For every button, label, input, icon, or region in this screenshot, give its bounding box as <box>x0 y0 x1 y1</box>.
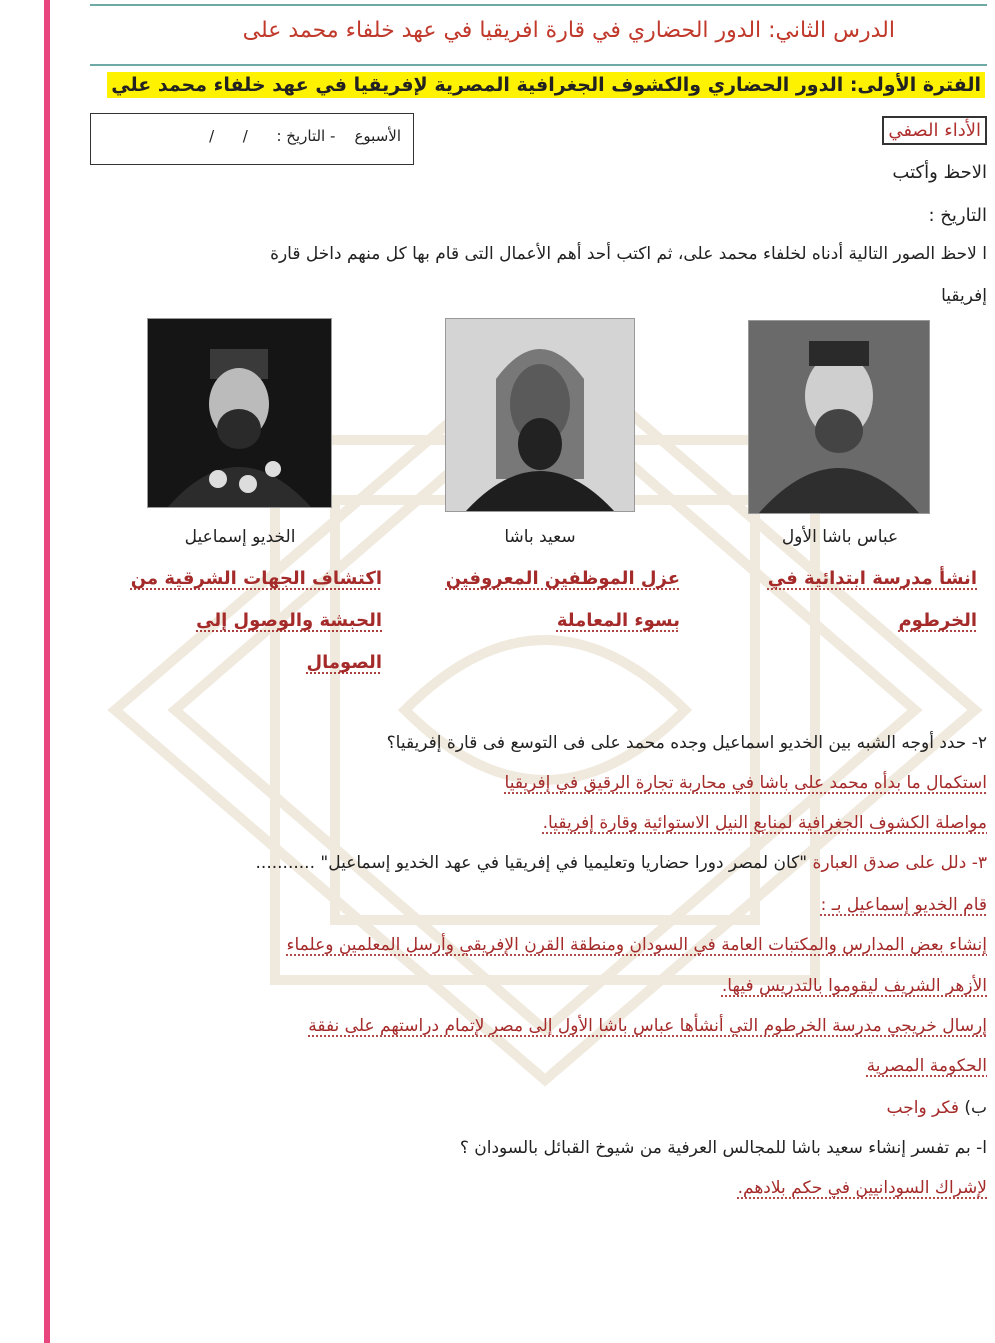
performance-label: الأداء الصفي <box>882 116 987 145</box>
question-2: ٢- حدد أوجه الشبه بين الخديو اسماعيل وجده محمد على فى التوسع فى قارة إفريقيا؟ <box>386 733 987 753</box>
period-title: الفترة الأولى: الدور الحضاري والكشوف الجغرافية المصرية لإفريقيا في عهد خلفاء محمد علي <box>107 72 985 98</box>
answer-line: الصومال <box>306 652 382 673</box>
title-rule <box>90 64 987 66</box>
answer-line: عزل الموظفين المعروفين <box>445 568 680 589</box>
question-1-line-2: إفريقيا <box>941 286 987 306</box>
homework-question: ا- بم تفسر إنشاء سعيد باشا للمجالس العرفية من شيوخ القبائل بالسودان ؟ <box>459 1138 987 1158</box>
homework-prefix: ب) <box>964 1098 987 1118</box>
question-3-answer-4: إرسال خريجي مدرسة الخرطوم التي أنشأها عباس باشا الأول إلى مصر لإتمام دراستهم على نفقة <box>308 1016 987 1036</box>
answer-line: انشأ مدرسة ابتدائية في <box>767 568 977 589</box>
portrait-abbas-pasha <box>748 320 930 514</box>
lesson-title: الدرس الثاني: الدور الحضاري في قارة افريقيا في عهد خلفاء محمد على <box>242 18 895 43</box>
question-3-answer-5: الحكومة المصرية <box>866 1056 987 1076</box>
question-3-answer-1: قام الخديو إسماعيل بـ : <box>820 895 987 915</box>
caption-khedive-ismail: الخديو إسماعيل <box>184 527 296 547</box>
homework-answer: لإشراك السودانيين في حكم بلادهم. <box>737 1178 987 1198</box>
answer-khedive-ismail <box>92 558 382 684</box>
question-3-answer-3: الأزهر الشريف ليقوموا بالتدريس فيها. <box>721 976 987 996</box>
question-1-line-1: ا لاحظ الصور التالية أدناه لخلفاء محمد على، ثم اكتب أحد أهم الأعمال التى قام بها كل منهم داخل قارة <box>270 244 987 264</box>
caption-abbas-pasha: عباس باشا الأول <box>781 527 899 547</box>
question-2-answer-2: مواصلة الكشوف الجغرافية لمنابع النيل الاستوائية وقارة إفريقيا. <box>542 813 987 833</box>
week-date-box <box>90 113 414 165</box>
answer-line: بسوء المعاملة <box>556 610 680 631</box>
week-date-text: الأسبوع - التاريخ : / / <box>209 127 401 145</box>
answer-said-pasha <box>420 558 680 642</box>
answer-line: الخرطوم <box>898 610 977 631</box>
portrait-khedive-ismail <box>147 318 332 508</box>
homework-heading <box>887 1098 987 1118</box>
caption-said-pasha: سعيد باشا <box>504 527 576 547</box>
question-2-answer-1: استكمال ما بدأه محمد على باشا في محاربة تجارة الرقيق في إفريقيا <box>504 773 987 793</box>
portrait-said-pasha <box>445 318 635 512</box>
question-3-label: ٣- دلل على صدق العبارة <box>812 853 987 873</box>
date-label: التاريخ : <box>928 205 987 226</box>
top-rule <box>90 4 987 6</box>
answer-line: اكتشاف الجهات الشرقية من <box>130 568 382 589</box>
question-3 <box>256 853 987 873</box>
question-3-quote: "كان لمصر دورا حضاريا وتعليميا في إفريقيا في عهد الخديو إسماعيل" ........... <box>255 853 808 873</box>
answer-abbas-pasha <box>737 558 977 642</box>
homework-label: فكر واجب <box>886 1098 959 1118</box>
question-3-answer-2: إنشاء بعض المدارس والمكتبات العامة في السودان ومنطقة القرن الإفريقي وأرسل المعلمين وعلماء <box>286 935 987 955</box>
page-margin-line <box>44 0 50 1343</box>
answer-line: الحبشة والوصول إلى <box>196 610 382 631</box>
observe-write-label: الاحظ وأكتب <box>892 162 987 183</box>
